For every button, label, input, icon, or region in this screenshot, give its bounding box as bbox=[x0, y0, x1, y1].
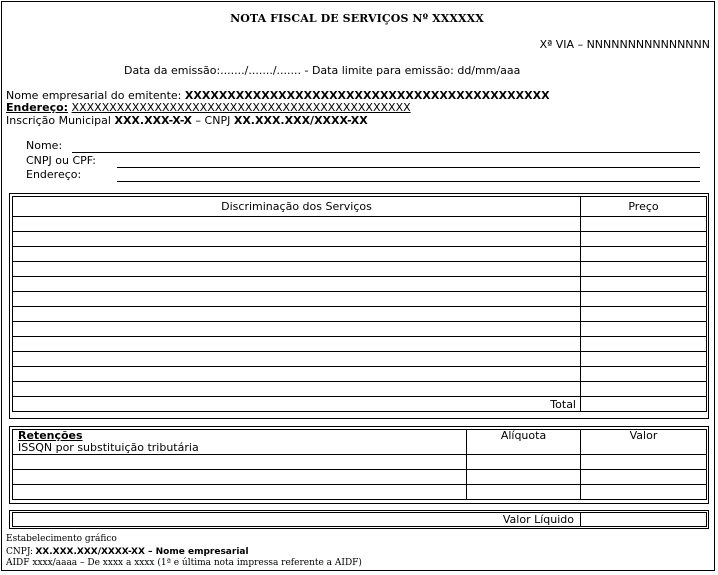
footer-cnpj-prefix: CNPJ: bbox=[6, 547, 34, 557]
service-desc-cell[interactable] bbox=[13, 247, 581, 262]
retencao-valor-cell[interactable] bbox=[581, 470, 707, 485]
service-price-cell[interactable] bbox=[581, 307, 707, 322]
service-price-cell[interactable] bbox=[581, 382, 707, 397]
invoice-title: NOTA FISCAL DE SERVIÇOS Nº XXXXXX bbox=[230, 12, 484, 25]
retencao-desc-cell[interactable] bbox=[13, 485, 467, 500]
emitter-cnpj-value: XX.XXX.XXX/XXXX-XX bbox=[233, 114, 368, 127]
services-price-header: Preço bbox=[581, 197, 707, 217]
footer-cnpj-row bbox=[6, 546, 249, 557]
retencao-desc-cell[interactable] bbox=[13, 470, 467, 485]
retencoes-aliquota-header: Alíquota bbox=[467, 430, 581, 455]
services-total-label: Total bbox=[13, 397, 581, 412]
service-price-cell[interactable] bbox=[581, 292, 707, 307]
footer-aidf: AIDF xxxx/aaaa – De xxxx a xxxx (1ª e última nota impressa referente a AIDF) bbox=[6, 558, 362, 568]
footer-estab: Estabelecimento gráfico bbox=[6, 534, 117, 544]
liquido-table bbox=[12, 512, 707, 527]
service-price-cell[interactable] bbox=[581, 277, 707, 292]
retencoes-valor-header: Valor bbox=[581, 430, 707, 455]
service-desc-cell[interactable] bbox=[13, 292, 581, 307]
services-table bbox=[12, 196, 707, 412]
service-price-cell[interactable] bbox=[581, 367, 707, 382]
emitter-im-value: XXX.XXX-X-X bbox=[114, 114, 193, 127]
client-address-line[interactable] bbox=[117, 181, 700, 182]
service-price-cell[interactable] bbox=[581, 337, 707, 352]
emitter-name-label: Nome empresarial do emitente: bbox=[6, 89, 182, 102]
retencao-aliquota-cell[interactable] bbox=[467, 470, 581, 485]
service-desc-cell[interactable] bbox=[13, 382, 581, 397]
service-price-cell[interactable] bbox=[581, 232, 707, 247]
service-desc-cell[interactable] bbox=[13, 337, 581, 352]
client-doc-label: CNPJ ou CPF: bbox=[26, 154, 96, 167]
service-desc-cell[interactable] bbox=[13, 277, 581, 292]
services-total-value[interactable] bbox=[581, 397, 707, 412]
emitter-cnpj-label: – CNPJ bbox=[195, 114, 231, 127]
client-address-label: Endereço: bbox=[26, 168, 82, 181]
retencao-desc-cell[interactable] bbox=[13, 455, 467, 470]
service-desc-cell[interactable] bbox=[13, 307, 581, 322]
service-desc-cell[interactable] bbox=[13, 232, 581, 247]
retencoes-table bbox=[12, 429, 707, 500]
emitter-address-value: XXXXXXXXXXXXXXXXXXXXXXXXXXXXXXXXXXXXXXXXXXXXX bbox=[71, 101, 411, 114]
emitter-im-label: Inscrição Municipal bbox=[6, 114, 111, 127]
service-desc-cell[interactable] bbox=[13, 367, 581, 382]
liquido-label: Valor Líquido bbox=[13, 513, 581, 527]
issue-dates: Data da emissão:......./......./....... - Data limite para emissão: dd/mm/aaa bbox=[124, 64, 521, 77]
client-name-label: Nome: bbox=[26, 139, 63, 152]
retencao-aliquota-cell[interactable] bbox=[467, 485, 581, 500]
service-desc-cell[interactable] bbox=[13, 322, 581, 337]
service-desc-cell[interactable] bbox=[13, 352, 581, 367]
invoice-via: Xª VIA – NNNNNNNNNNNNNNN bbox=[539, 38, 710, 51]
retencoes-title-cell bbox=[13, 430, 467, 455]
footer-cnpj-value: XX.XXX.XXX/XXXX-XX – Nome empresarial bbox=[35, 547, 249, 557]
retencoes-title: Retenções bbox=[18, 429, 83, 442]
retencao-valor-cell[interactable] bbox=[581, 455, 707, 470]
emitter-address-row bbox=[6, 101, 411, 114]
client-doc-line[interactable] bbox=[117, 167, 700, 168]
service-desc-cell[interactable] bbox=[13, 262, 581, 277]
service-price-cell[interactable] bbox=[581, 352, 707, 367]
service-price-cell[interactable] bbox=[581, 262, 707, 277]
service-price-cell[interactable] bbox=[581, 322, 707, 337]
service-price-cell[interactable] bbox=[581, 247, 707, 262]
retencao-aliquota-cell[interactable] bbox=[467, 455, 581, 470]
service-price-cell[interactable] bbox=[581, 217, 707, 232]
retencoes-item: ISSQN por substituição tributária bbox=[18, 441, 199, 454]
liquido-value[interactable] bbox=[581, 513, 707, 527]
emitter-im-row bbox=[6, 114, 368, 127]
services-desc-header: Discriminação dos Serviços bbox=[13, 197, 581, 217]
emitter-address-label: Endereço: bbox=[6, 101, 69, 114]
retencao-valor-cell[interactable] bbox=[581, 485, 707, 500]
client-name-line[interactable] bbox=[72, 152, 700, 153]
emitter-name-value: XXXXXXXXXXXXXXXXXXXXXXXXXXXXXXXXXXXXXXXXXXX bbox=[184, 89, 550, 102]
service-desc-cell[interactable] bbox=[13, 217, 581, 232]
